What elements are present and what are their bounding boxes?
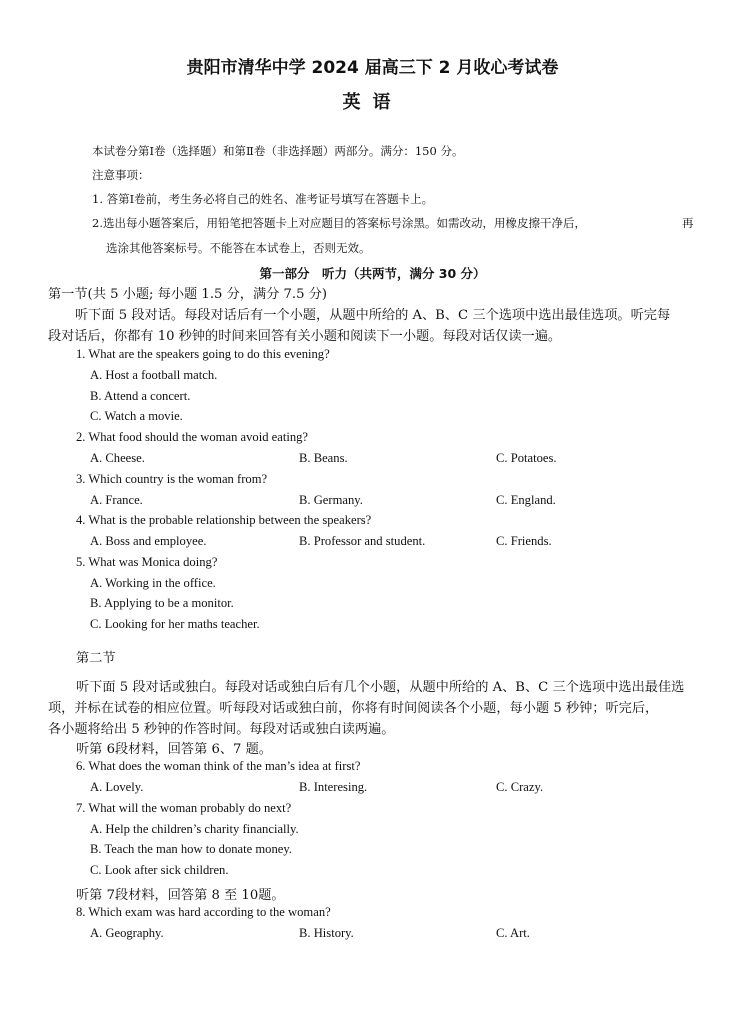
section-2-heading: 第二节 [76, 651, 116, 666]
material-6-instruction: 听第 6段材料，回答第 6、7 题。 [76, 742, 272, 757]
question-8-option-a: A. Geography. [90, 926, 164, 940]
question-5-option-c: C. Looking for her maths teacher. [90, 617, 260, 631]
question-3-option-a: A. France. [90, 493, 143, 507]
question-2-option-a: A. Cheese. [90, 451, 145, 465]
question-3-option-b: B. Germany. [299, 493, 363, 507]
section-1-instruction-line-1: 听下面 5 段对话。每段对话后有一个小题，从题中所给的 A、B、C 三个选项中选出最佳选项。听完每 [75, 308, 671, 323]
part-1-heading: 第一部分 听力（共两节，满分 30 分） [259, 266, 486, 281]
question-8-option-b: B. History. [299, 926, 354, 940]
question-7-stem: 7. What will the woman probably do next? [76, 801, 292, 815]
question-2-option-c: C. Potatoes. [496, 451, 557, 465]
notice-item-2-line-1-end: 再 [682, 216, 694, 230]
question-7-option-b: B. Teach the man how to donate money. [90, 842, 292, 856]
question-4-option-a: A. Boss and employee. [90, 534, 207, 548]
question-5-option-a: A. Working in the office. [90, 576, 216, 590]
question-8-option-c: C. Art. [496, 926, 530, 940]
question-7-option-a: A. Help the children’s charity financially. [90, 822, 299, 836]
question-6-stem: 6. What does the woman think of the man’s idea at first? [76, 759, 361, 773]
exam-title: 贵阳市清华中学 2024 届高三下 2 月收心考试卷 [186, 58, 559, 78]
question-6-option-a: A. Lovely. [90, 780, 144, 794]
notice-item-1: 1. 答第Ⅰ卷前，考生务必将自己的姓名、准考证号填写在答题卡上。 [92, 192, 434, 206]
section-1-instruction-line-2: 段对话后，你都有 10 秒钟的时间来回答有关小题和阅读下一小题。每段对话仅读一遍。 [48, 329, 562, 344]
notice-heading: 注意事项： [92, 168, 150, 182]
question-8-stem: 8. Which exam was hard according to the woman? [76, 905, 331, 919]
notice-item-2-line-2: 选涂其他答案标号。不能答在本试卷上，否则无效。 [106, 241, 371, 255]
question-3-option-c: C. England. [496, 493, 556, 507]
question-5-option-b: B. Applying to be a monitor. [90, 596, 234, 610]
notice-item-2-line-1: 2.选出每小题答案后，用铅笔把答题卡上对应题目的答案标号涂黑。如需改动，用橡皮擦干净后， [92, 216, 586, 230]
section-2-instruction-line-2: 项，并标在试卷的相应位置。听每段对话或独白前，你将有时间阅读各个小题，每小题 5 秒钟；听完后， [48, 701, 659, 716]
question-2-option-b: B. Beans. [299, 451, 348, 465]
question-4-option-b: B. Professor and student. [299, 534, 426, 548]
question-1-stem: 1. What are the speakers going to do this evening? [76, 347, 330, 361]
exam-intro: 本试卷分第Ⅰ卷（选择题）和第Ⅱ卷（非选择题）两部分。满分：150 分。 [92, 144, 464, 158]
question-6-option-b: B. Interesing. [299, 780, 368, 794]
question-6-option-c: C. Crazy. [496, 780, 544, 794]
question-1-option-a: A. Host a football match. [90, 368, 218, 382]
question-5-stem: 5. What was Monica doing? [76, 555, 218, 569]
section-1-heading: 第一节(共 5 小题; 每小题 1.5 分，满分 7.5 分) [48, 287, 328, 302]
question-3-stem: 3. Which country is the woman from? [76, 472, 268, 486]
question-1-option-c: C. Watch a movie. [90, 409, 183, 423]
question-4-option-c: C. Friends. [496, 534, 552, 548]
section-2-instruction-line-3: 各小题将给出 5 秒钟的作答时间。每段对话或独白读两遍。 [48, 722, 395, 737]
question-1-option-b: B. Attend a concert. [90, 389, 191, 403]
question-4-stem: 4. What is the probable relationship between the speakers? [76, 513, 372, 527]
material-7-instruction: 听第 7段材料，回答第 8 至 10题。 [76, 888, 285, 903]
question-2-stem: 2. What food should the woman avoid eating? [76, 430, 309, 444]
section-2-instruction-line-1: 听下面 5 段对话或独白。每段对话或独白后有几个小题，从题中所给的 A、B、C 三个选项中选出最佳选 [76, 680, 685, 695]
question-7-option-c: C. Look after sick children. [90, 863, 229, 877]
exam-subject: 英语 [342, 92, 403, 113]
